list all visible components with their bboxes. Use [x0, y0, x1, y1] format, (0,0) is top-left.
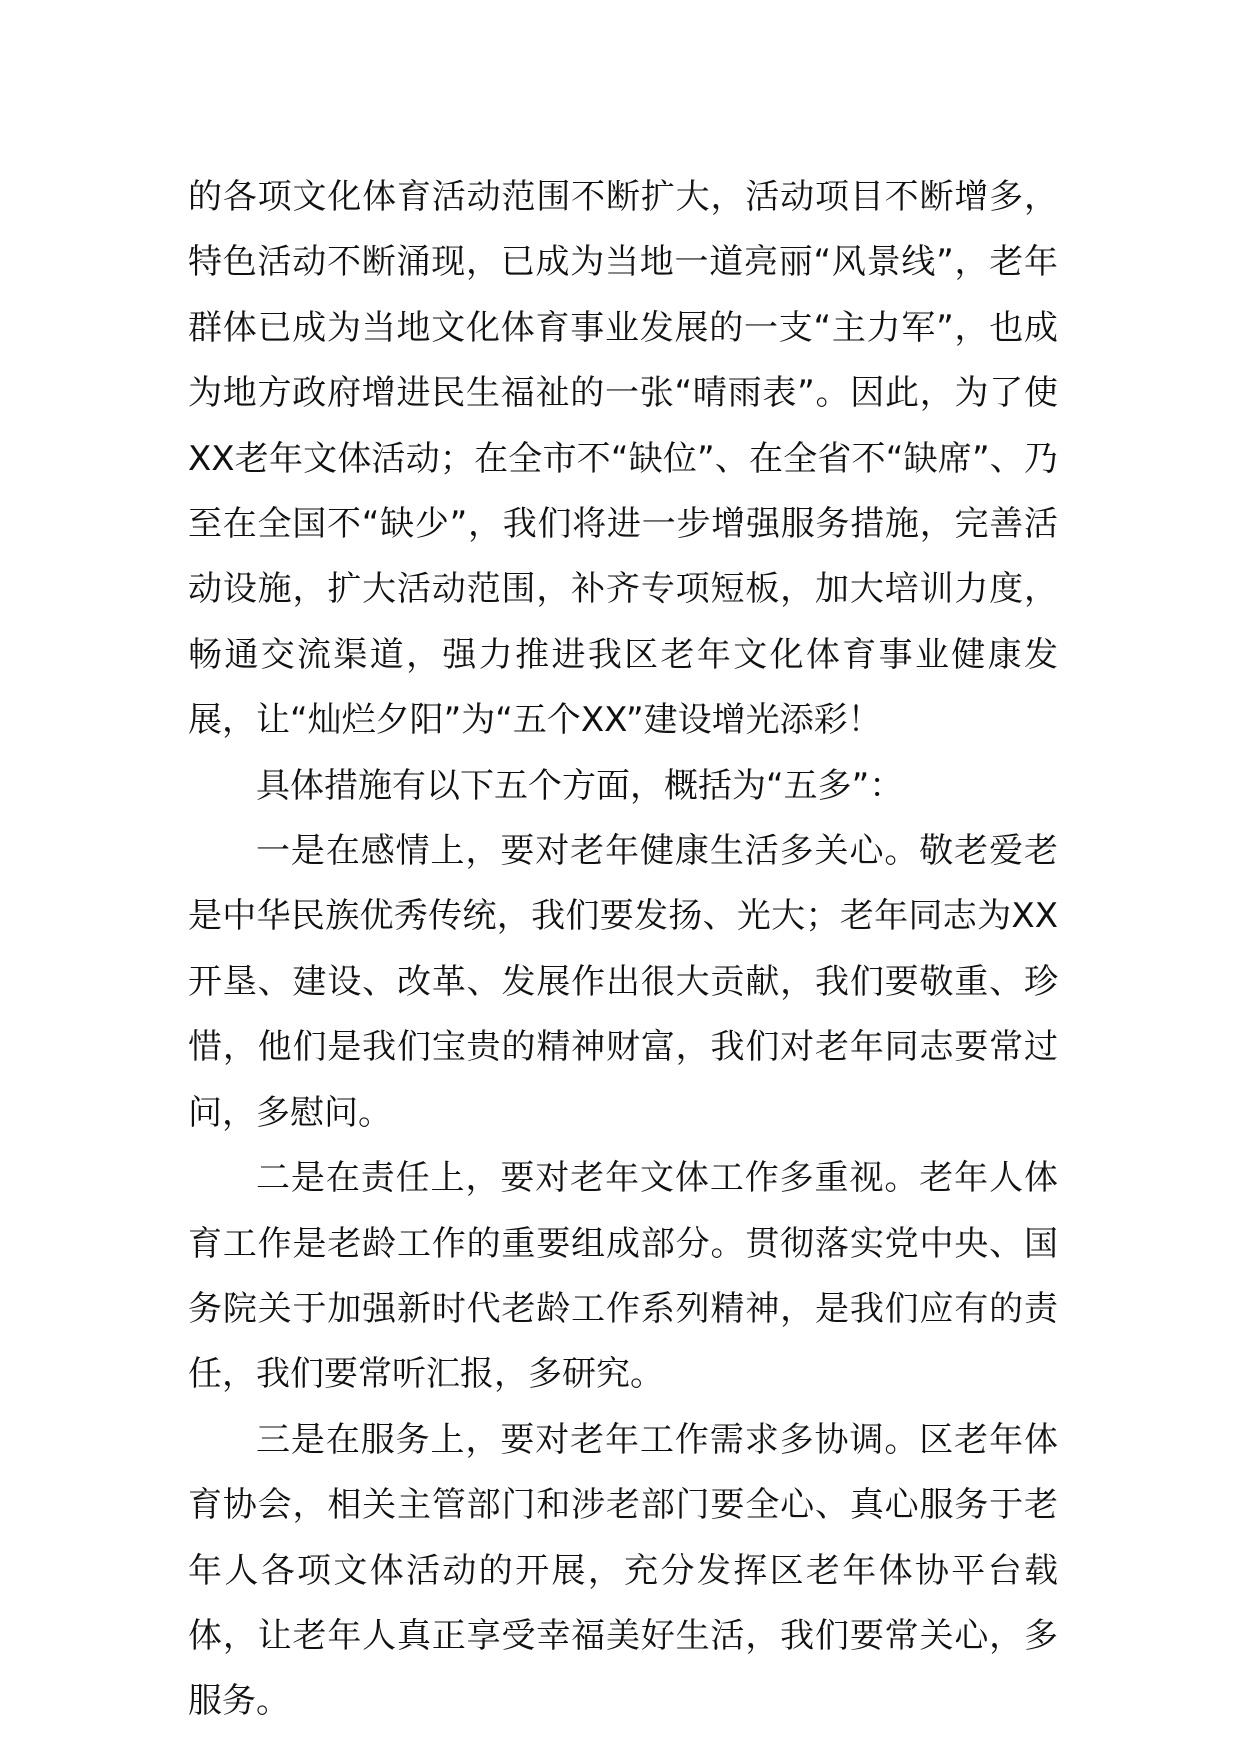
paragraph-measure-two: 二是在责任上，要对老年文体工作多重视。老年人体育工作是老龄工作的重要组成部分。贯彻落实党中央、国务院关于加强新时代老龄工作系列精神，是我们应有的责任，我们要常听汇报，多研究。 [188, 1158, 1058, 1395]
paragraph-measure-three: 三是在服务上，要对老年工作需求多协调。区老年体育协会，相关主管部门和涉老部门要全心、真心服务于老年人各项文体活动的开展，充分发挥区老年体协平台载体，让老年人真正享受幸福美好生活，我们要常关心，多服务。 [188, 1419, 1058, 1722]
paragraph-measures-intro: 具体措施有以下五个方面，概括为“五多”： [256, 765, 904, 806]
paragraph-measure-one: 一是在感情上，要对老年健康生活多关心。敬老爱老是中华民族优秀传统，我们要发扬、光大；老年同志为XX开垦、建设、改革、发展作出很大贡献，我们要敬重、珍惜，他们是我们宝贵的精神财富，我们对老年同志要常过问，多慰问。 [188, 831, 1058, 1133]
document-body [188, 165, 1058, 1735]
paragraph-continuation: 的各项文化体育活动范围不断扩大，活动项目不断增多，特色活动不断涌现，已成为当地一道亮丽“风景线”，老年群体已成为当地文化体育事业发展的一支“主力军”，也成为地方政府增进民生福祉的一张“晴雨表”。因此，为了使XX老年文体活动；在全市不“缺位”、在全省不“缺席”、乃至在全国不“缺少”，我们将进一步增强服务措施，完善活动设施，扩大活动范围，补齐专项短板，加大培训力度，畅通交流渠道，强力推进我区老年文化体育事业健康发展，让“灿烂夕阳”为“五个XX”建设增光添彩！ [188, 177, 1058, 741]
